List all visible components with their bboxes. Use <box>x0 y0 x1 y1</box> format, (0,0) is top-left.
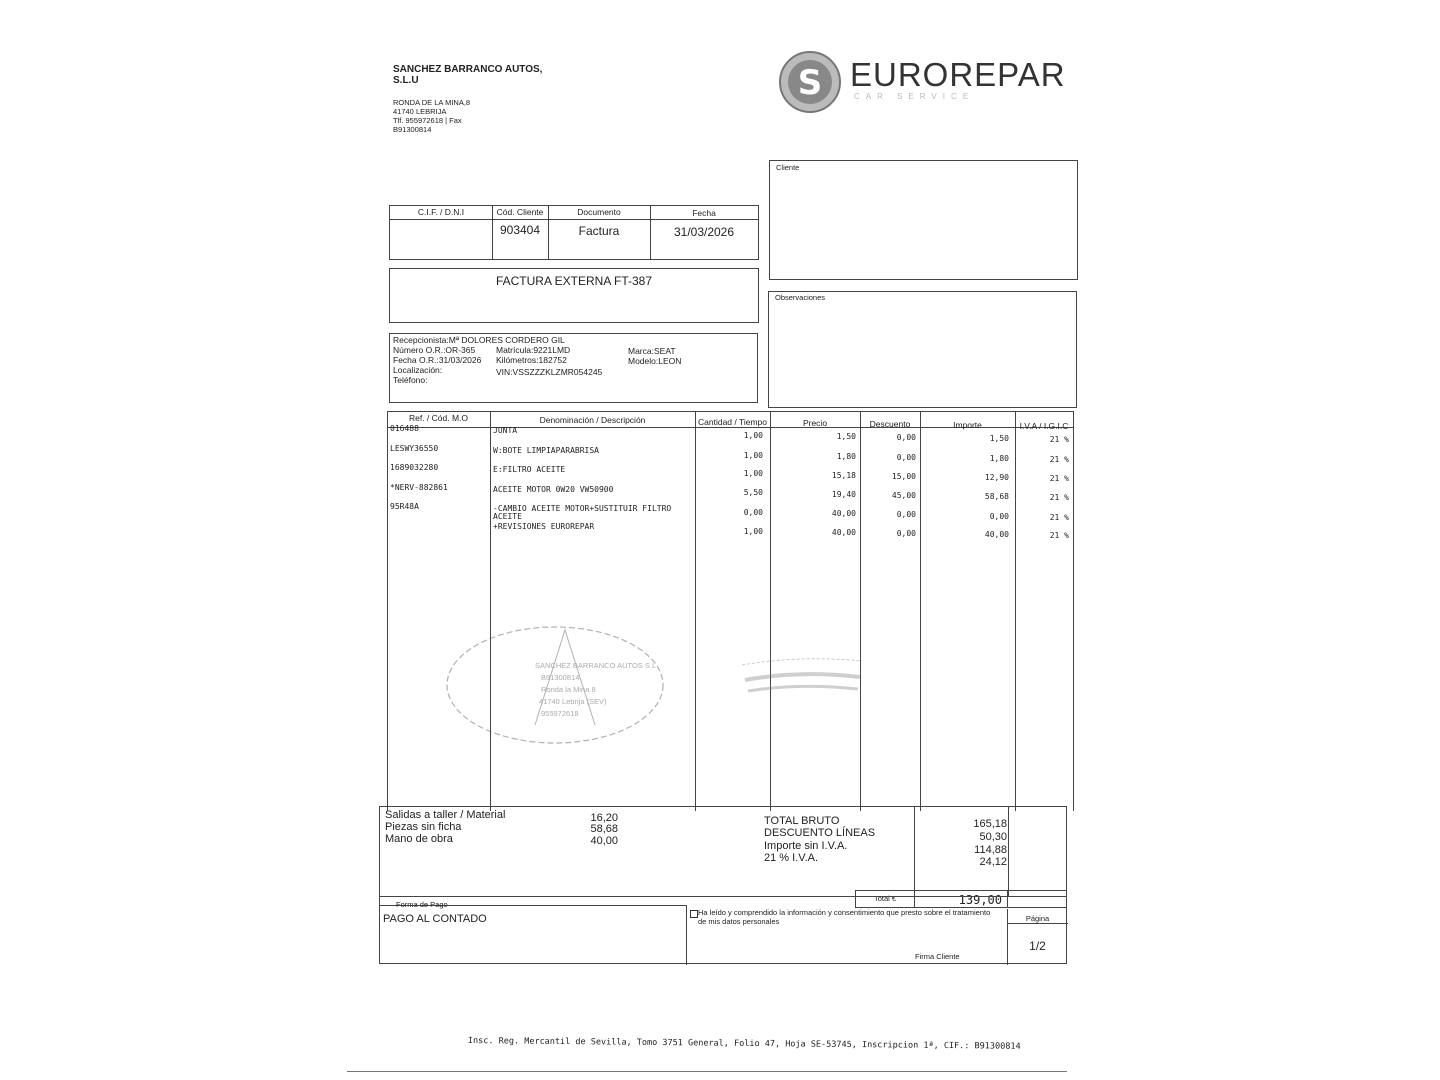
row-price: 1,80 <box>836 452 856 461</box>
row-description: E:FILTRO ACEITE <box>493 465 566 474</box>
summary-value-labor: 40,00 <box>590 835 618 847</box>
value-document: Factura <box>578 224 620 238</box>
row-quantity: 1,00 <box>743 451 763 460</box>
header-document: Documento <box>577 207 621 217</box>
kilometros: Kilómetros:182752 <box>496 355 567 365</box>
row-price: 15,18 <box>831 471 856 480</box>
row-ref: 016488 <box>390 424 419 433</box>
company-city: 41740 LEBRIJA <box>393 107 447 116</box>
col-amount: Importe <box>953 420 982 430</box>
stamp-line-4: 41740 Lebrija (SEV) <box>539 697 607 706</box>
row-discount: 0,00 <box>896 510 916 519</box>
logo-text: EUROREPAR <box>850 56 1066 93</box>
recepcionista: Recepcionista:Mª DOLORES CORDERO GIL <box>393 335 565 345</box>
summary-label-parts: Piezas sin ficha <box>385 821 462 833</box>
company-cif: B91300814 <box>393 125 432 134</box>
total-bruto-value: 165,18 <box>973 818 1007 830</box>
row-quantity: 5,50 <box>743 488 763 497</box>
summary-label-material: Salidas a taller / Material <box>385 809 506 821</box>
registry-footer: Insc. Reg. Mercantil de Sevilla, Tomo 3751 General, Folio 47, Hoja SE-53745, Inscripcion 1ª, CIF.: B91300814 <box>467 1036 1021 1052</box>
modelo: Modelo:LEON <box>628 356 682 366</box>
row-price: 40,00 <box>831 528 856 537</box>
summary-value-parts: 58,68 <box>590 823 618 835</box>
row-description: W:BOTE LIMPIAPARABRISA <box>493 446 599 455</box>
row-discount: 0,00 <box>896 433 916 442</box>
row-discount: 0,00 <box>896 529 916 538</box>
iva-value: 24,12 <box>979 856 1007 868</box>
row-quantity: 1,00 <box>743 431 763 440</box>
vin: VIN:VSSZZZKLZMR054245 <box>496 367 603 377</box>
client-box <box>769 160 1078 280</box>
company-phone: Tlf. 955972618 | Fax <box>393 116 462 125</box>
company-block <box>393 64 542 134</box>
row-amount: 0,00 <box>989 512 1009 521</box>
row-description-cont: ACEITE <box>493 512 522 521</box>
row-price: 1,50 <box>836 432 856 441</box>
header-client-code: Cód. Cliente <box>496 207 544 217</box>
payment-box <box>379 896 1067 964</box>
numero-or: Número O.R.:OR-365 <box>393 345 476 355</box>
matricula: Matrícula:9221LMD <box>496 345 571 355</box>
iva-label: 21 % I.V.A. <box>764 852 819 864</box>
stamp-line-2: B91300814 <box>541 673 580 682</box>
fecha-or: Fecha O.R.:31/03/2026 <box>393 355 482 365</box>
total-value: 139,00 <box>958 893 1002 907</box>
footer-rule <box>347 1071 1067 1072</box>
faint-stamp-icon <box>740 655 865 697</box>
document-header-table <box>389 205 759 260</box>
row-iva: 21 % <box>1049 513 1069 522</box>
logo-subtext: CAR SERVICE <box>854 92 975 101</box>
row-amount: 1,80 <box>989 454 1009 463</box>
logo-emblem-icon <box>778 50 842 114</box>
client-label: Cliente <box>776 163 800 172</box>
row-description: ACEITE MOTOR 0W20 VW50900 <box>493 485 614 494</box>
row-discount: 15,00 <box>891 472 916 481</box>
row-description: JUNTA <box>493 426 518 435</box>
row-iva: 21 % <box>1049 531 1069 540</box>
row-ref: *NERV-882861 <box>390 483 448 492</box>
telefono: Teléfono: <box>393 375 428 385</box>
company-name-suffix: S.L.U <box>393 75 419 86</box>
consent-checkbox[interactable] <box>690 910 698 918</box>
stamp-line-3: Ronda la Mina 8 <box>541 685 596 694</box>
row-price: 19,40 <box>831 490 856 499</box>
row-price: 40,00 <box>831 509 856 518</box>
value-date: 31/03/2026 <box>673 225 735 239</box>
row-description: +REVISIONES EUROREPAR <box>493 522 595 531</box>
col-description: Denominación / Descripción <box>539 415 646 425</box>
invoice-title: FACTURA EXTERNA FT-387 <box>495 274 653 288</box>
col-quantity: Cantidad / Tiempo <box>698 417 767 427</box>
summary-label-labor: Mano de obra <box>385 833 453 845</box>
svg-text:S: S <box>797 63 823 103</box>
stamp-line-5: 955972618 <box>541 709 579 718</box>
row-amount: 40,00 <box>984 530 1009 539</box>
row-ref: 1689032280 <box>390 463 439 472</box>
row-quantity: 0,00 <box>743 508 763 517</box>
row-amount: 58,68 <box>984 492 1009 501</box>
row-iva: 21 % <box>1049 493 1069 502</box>
row-ref: LESWY36550 <box>390 444 439 453</box>
total-bruto-label: TOTAL BRUTO <box>764 815 840 827</box>
header-cif: C.I.F. / D.N.I <box>417 207 465 217</box>
base-amount-label: Importe sin I.V.A. <box>764 840 848 852</box>
summary-box <box>379 806 1067 896</box>
row-description: -CAMBIO ACEITE MOTOR+SUSTITUIR FILTRO <box>493 504 672 513</box>
page-label: Página <box>1025 914 1050 923</box>
col-discount: Descuento <box>869 419 911 429</box>
order-info-box <box>389 333 758 403</box>
company-address: RONDA DE LA MINA,8 <box>393 98 471 107</box>
base-amount-value: 114,88 <box>974 844 1007 856</box>
col-price: Precio <box>802 418 828 428</box>
row-iva: 21 % <box>1049 474 1069 483</box>
company-stamp <box>445 615 675 755</box>
localizacion: Localización: <box>393 365 443 375</box>
header-date: Fecha <box>692 208 716 218</box>
consent-text: Ha leído y comprendido la información y consentimiento que presto sobre el tratamiento de mis datos personales <box>698 908 991 926</box>
col-ref: Ref. / Cód. M.O <box>408 413 469 423</box>
row-ref: 95R48A <box>390 502 419 511</box>
faint-stamp-mark <box>740 655 865 697</box>
row-iva: 21 % <box>1049 455 1069 464</box>
value-client-code: 903404 <box>499 223 541 237</box>
observations-box <box>768 291 1077 408</box>
row-amount: 12,90 <box>984 473 1009 482</box>
row-quantity: 1,00 <box>743 527 763 536</box>
payment-method: PAGO AL CONTADO <box>383 913 487 925</box>
discount-lines-value: 50,30 <box>979 831 1007 843</box>
row-discount: 45,00 <box>891 491 916 500</box>
row-amount: 1,50 <box>989 434 1009 443</box>
company-name: SANCHEZ BARRANCO AUTOS, <box>393 64 543 75</box>
row-discount: 0,00 <box>896 453 916 462</box>
stamp-line-1: SANCHEZ BARRANCO AUTOS S.L <box>535 661 657 670</box>
payment-label: Forma de Pago <box>396 900 448 909</box>
col-iva: I.V.A / I.G.I.C <box>1019 421 1069 431</box>
row-iva: 21 % <box>1049 435 1069 444</box>
discount-lines-label: DESCUENTO LÍNEAS <box>764 827 876 839</box>
row-quantity: 1,00 <box>743 469 763 478</box>
page-number: 1/2 <box>1029 939 1046 953</box>
signature-label: Firma Cliente <box>915 952 960 961</box>
total-label: Total € <box>874 894 897 903</box>
marca: Marca:SEAT <box>628 346 676 356</box>
observations-label: Observaciones <box>775 293 826 302</box>
invoice-title-box <box>389 268 759 323</box>
summary-value-material: 16,20 <box>590 812 618 824</box>
eurorepar-logo <box>778 50 1078 114</box>
